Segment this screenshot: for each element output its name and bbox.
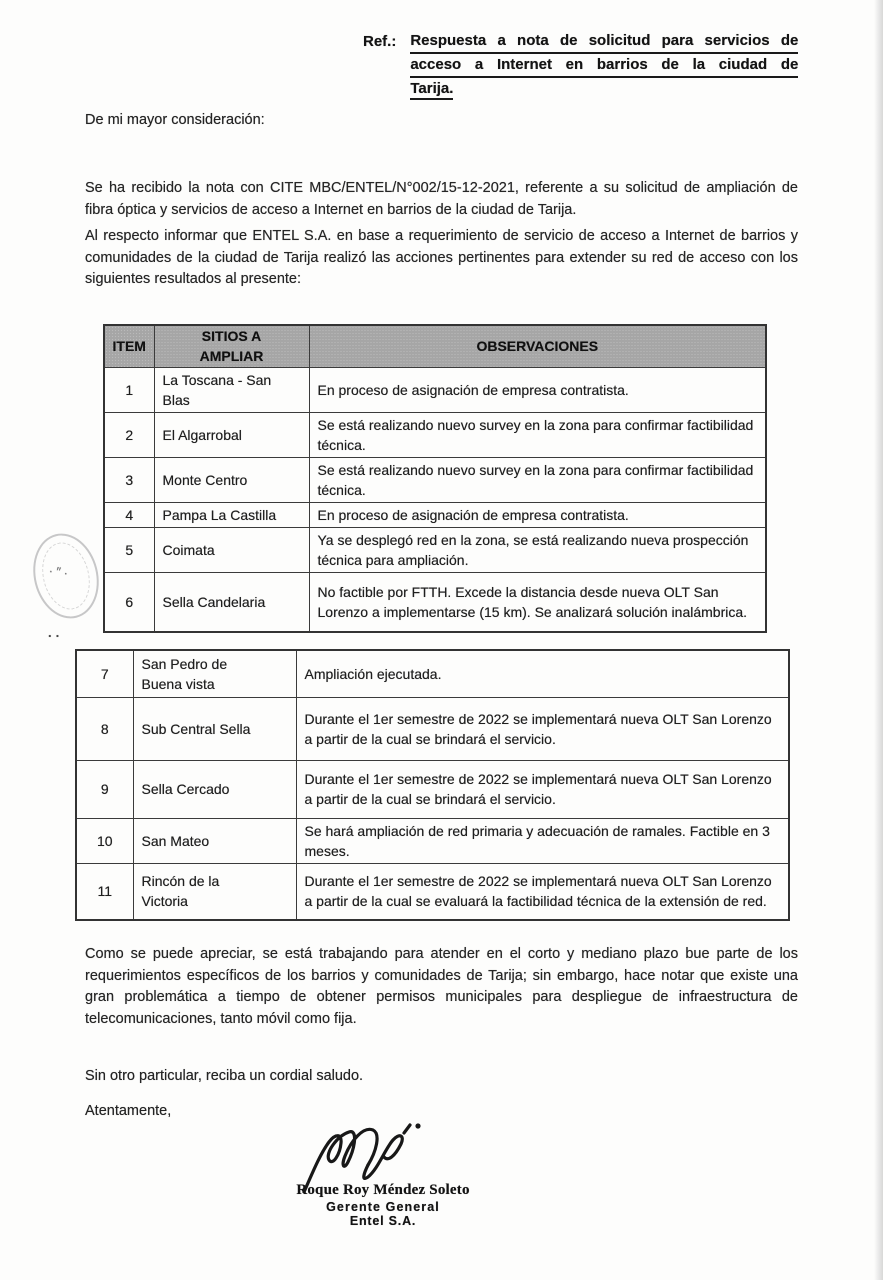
item-cell: 2 [104, 412, 154, 457]
ink-marks: .. [48, 625, 64, 640]
table-row [104, 412, 766, 457]
site-cell: Monte Centro [154, 457, 309, 502]
item-cell: 9 [76, 760, 133, 818]
sites-table-page2 [75, 649, 790, 921]
table-row [76, 760, 789, 818]
reference-block [363, 31, 798, 101]
table-row [104, 367, 766, 412]
closing-line: Sin otro particular, reciba un cordial saludo. [85, 1068, 364, 1084]
circular-stamp-icon [25, 527, 108, 626]
scan-edge-shadow [874, 0, 883, 1280]
item-cell: 11 [76, 863, 133, 920]
signer-title: Gerente General [326, 1200, 440, 1214]
farewell-line: Atentamente, [85, 1103, 172, 1119]
item-cell: 4 [104, 502, 154, 527]
table-row [104, 502, 766, 527]
reference-label: Ref.: [363, 33, 397, 50]
header-observations: OBSERVACIONES [309, 325, 766, 367]
salutation: De mi mayor consideración: [85, 112, 265, 128]
reference-subject [410, 31, 798, 101]
obs-cell: Se hará ampliación de red primaria y adecuación de ramales. Factible en 3 meses. [296, 818, 789, 863]
table-row [76, 863, 789, 920]
obs-cell: Se está realizando nuevo survey en la zona para confirmar factibilidad técnica. [309, 412, 766, 457]
header-item: ITEM [104, 325, 154, 367]
table-header-row [104, 325, 766, 367]
item-cell: 7 [76, 650, 133, 697]
table-row [76, 818, 789, 863]
site-cell: Pampa La Castilla [154, 502, 309, 527]
header-sites: SITIOS A AMPLIAR [154, 325, 309, 367]
item-cell: 1 [104, 367, 154, 412]
item-cell: 10 [76, 818, 133, 863]
obs-cell: En proceso de asignación de empresa contratista. [309, 367, 766, 412]
obs-cell: Ya se desplegó red en la zona, se está realizando nueva prospección técnica para ampliación. [309, 527, 766, 572]
obs-cell: En proceso de asignación de empresa contratista. [309, 502, 766, 527]
obs-cell: Ampliación ejecutada. [296, 650, 789, 697]
site-cell: Rincón de la Victoria [133, 863, 296, 920]
reference-line-1: Respuesta a nota de solicitud para servicios de [410, 31, 798, 54]
item-cell: 3 [104, 457, 154, 502]
site-cell: San Pedro de Buena vista [133, 650, 296, 697]
obs-cell: Durante el 1er semestre de 2022 se implementará nueva OLT San Lorenzo a partir de la cual se evaluará la factibilidad técnica de la extensión de red. [296, 863, 789, 920]
table-row [104, 527, 766, 572]
item-cell: 6 [104, 572, 154, 632]
paragraph-conclusion: Como se puede apreciar, se está trabajando para atender en el corto y mediano plazo bue parte de los requerimientos específicos de los barrios y comunidades de Tarija; sin embargo, hace notar que existe una gran problemática a tiempo de obtener permisos municipales para despliegue de infraestructura de telecomunicaciones, tanto móvil como fija. [85, 946, 798, 1027]
reference-line-2: acceso a Internet en barrios de la ciudad de [410, 55, 798, 78]
obs-cell: Durante el 1er semestre de 2022 se implementará nueva OLT San Lorenzo a partir de la cual se brindará el servicio. [296, 760, 789, 818]
site-cell: La Toscana - San Blas [154, 367, 309, 412]
obs-cell: Se está realizando nuevo survey en la zona para confirmar factibilidad técnica. [309, 457, 766, 502]
reference-line-3: Tarija. [410, 79, 798, 100]
signer-company: Entel S.A. [349, 1214, 417, 1228]
item-cell: 5 [104, 527, 154, 572]
obs-cell: No factible por FTTH. Excede la distancia desde nueva OLT San Lorenzo a implementarse (15 km). Se analizará solución inalámbrica. [309, 572, 766, 632]
sites-table-page1 [103, 324, 767, 633]
site-cell: Sella Cercado [133, 760, 296, 818]
table-row [104, 572, 766, 632]
obs-cell: Durante el 1er semestre de 2022 se implementará nueva OLT San Lorenzo a partir de la cual se brindará el servicio. [296, 697, 789, 760]
paragraph-received-note: Se ha recibido la nota con CITE MBC/ENTEL/N°002/15-12-2021, referente a su solicitud de ampliación de fibra óptica y servicios de acceso a Internet en barrios de la ciudad de Tarija. [85, 180, 798, 218]
site-cell: Coimata [154, 527, 309, 572]
signature-block [268, 1182, 498, 1228]
site-cell: El Algarrobal [154, 412, 309, 457]
site-cell: San Mateo [133, 818, 296, 863]
table-row [104, 457, 766, 502]
item-cell: 8 [76, 697, 133, 760]
paragraph-entel-actions: Al respecto informar que ENTEL S.A. en base a requerimiento de servicio de acceso a Internet de barrios y comunidades de la ciudad de Tarija realizó las acciones pertinentes para extender su red de acceso con los siguientes resultados al presente: [85, 228, 798, 287]
signer-name: Roque Roy Méndez Soleto [296, 1182, 470, 1198]
table-row [76, 650, 789, 697]
site-cell: Sella Candelaria [154, 572, 309, 632]
site-cell: Sub Central Sella [133, 697, 296, 760]
table-row [76, 697, 789, 760]
